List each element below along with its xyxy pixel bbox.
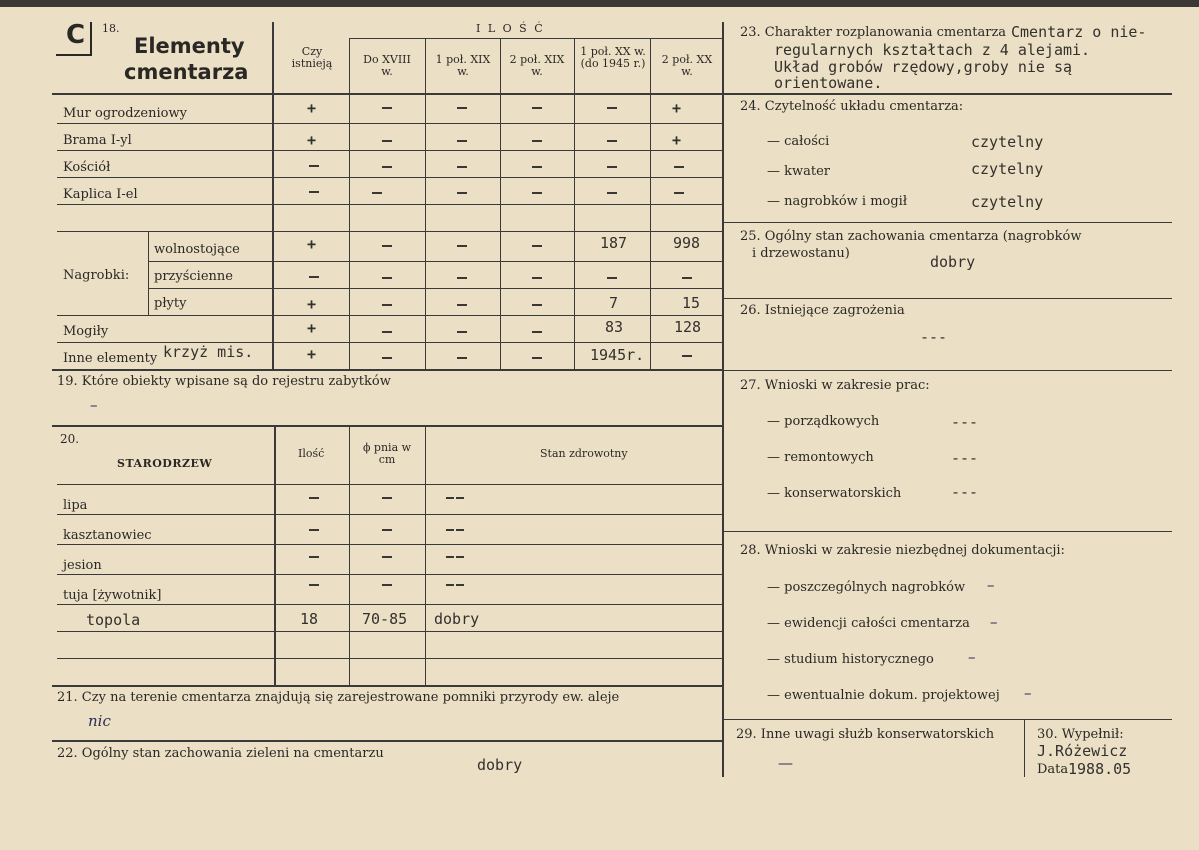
period-mark: + — [672, 131, 682, 149]
rule — [57, 150, 722, 151]
col-header: Do XVIII w. — [363, 53, 411, 78]
q19-label: 19. Które obiekty wpisane są do rejestru zabytków — [57, 374, 391, 389]
dash-mark — [309, 276, 319, 278]
q21-answer: nic — [88, 712, 111, 730]
tree-name-typed: topola — [86, 611, 141, 629]
rule — [349, 425, 350, 685]
rule — [724, 222, 1172, 223]
tree-diam-typed: 70-85 — [362, 610, 408, 628]
value-typed: 998 — [673, 234, 701, 252]
rule — [349, 38, 722, 39]
q20-col-stan: Stan zdrowotny — [540, 447, 628, 460]
rule — [724, 531, 1172, 532]
rule — [148, 231, 149, 315]
value-typed: 1945r. — [590, 346, 645, 364]
q23-typed: Cmentarz o nie- — [1011, 23, 1147, 41]
q28-item-label: — poszczególnych nagrobków — [767, 580, 966, 595]
row-label: przyścienne — [154, 269, 233, 284]
q24-item-label: — całości — [767, 134, 830, 149]
q20-title: STARODRZEW — [117, 457, 213, 470]
rule — [52, 425, 722, 427]
q27-item-label: — remontowych — [767, 450, 874, 465]
q23-typed: orientowane. — [774, 74, 883, 92]
q23-typed: regularnych kształtach z 4 alejami. — [774, 41, 1091, 59]
q30-label: 30. Wypełnił: — [1037, 727, 1124, 742]
section-title-line2: cmentarza — [124, 60, 249, 84]
section-title-line1: Elementy — [134, 34, 245, 58]
q22-label: 22. Ogólny stan zachowania zieleni na cmentarzu — [57, 746, 384, 761]
tree-name: kasztanowiec — [63, 528, 152, 543]
q29-label: 29. Inne uwagi służb konserwatorskich — [736, 727, 995, 742]
tree-name: jesion — [63, 558, 102, 573]
q20-col-pnia: ϕ pnia w cm — [362, 441, 412, 466]
q28-item-label: — studium historycznego — [767, 652, 934, 667]
period-mark: + — [672, 99, 682, 117]
q28-item-value: – — [968, 648, 976, 666]
exist-mark: + — [307, 345, 317, 363]
q30-data-label: Data — [1037, 762, 1069, 777]
rule — [57, 484, 722, 485]
q30-date: 1988.05 — [1068, 760, 1132, 778]
q20-number: 20. — [60, 432, 80, 446]
q22-answer: dobry — [477, 756, 523, 774]
rule — [57, 658, 722, 659]
section-number: 18. — [102, 22, 120, 35]
rule — [52, 685, 722, 687]
q29-answer: — — [778, 754, 793, 772]
q28-item-value: – — [987, 576, 995, 594]
tree-name: tuja [żywotnik] — [63, 588, 162, 603]
rule — [52, 369, 722, 371]
section-letter: C — [66, 20, 86, 50]
rule — [425, 425, 426, 685]
q27-label: 27. Wnioski w zakresie prac: — [740, 378, 930, 393]
tree-name: lipa — [63, 498, 88, 513]
rule — [724, 719, 1172, 720]
exist-mark: + — [307, 99, 317, 117]
exist-mark: + — [307, 295, 317, 313]
scan-top-edge — [0, 0, 1199, 7]
q24-item-value: czytelny — [971, 133, 1044, 151]
q28-item-label: — ewentualnie dokum. projektowej — [767, 688, 1000, 703]
q28-label: 28. Wnioski w zakresie niezbędnej dokumentacji: — [740, 543, 1065, 558]
q28-item-value: – — [1024, 684, 1032, 702]
rule — [1024, 719, 1025, 777]
rule — [272, 22, 274, 369]
rule — [724, 370, 1172, 371]
rule — [57, 315, 722, 316]
rule — [52, 740, 722, 742]
q24-item-label: — nagrobków i mogił — [767, 194, 908, 209]
rule — [57, 231, 722, 232]
q25-answer: dobry — [930, 253, 976, 271]
rule — [57, 342, 722, 343]
row-label: Kaplica I-el — [63, 187, 138, 202]
q27-item-label: — porządkowych — [767, 414, 880, 429]
q27-item-value: --- — [951, 413, 979, 431]
nagrobki-label: Nagrobki: — [63, 268, 130, 283]
rule — [148, 261, 722, 262]
rule — [57, 204, 722, 205]
q24-item-value: czytelny — [971, 160, 1044, 178]
rule — [724, 298, 1172, 299]
rule — [57, 631, 722, 632]
rule — [57, 123, 722, 124]
ilosc-header: I L O Ś Ć — [476, 22, 545, 35]
tree-state-typed: dobry — [434, 610, 480, 628]
rule — [52, 93, 722, 95]
col-header: 1 poł. XX w. (do 1945 r.) — [580, 45, 646, 70]
col-header: 2 poł. XIX w. — [509, 53, 565, 78]
q23-label: 23. Charakter rozplanowania cmentarza — [740, 25, 1007, 40]
row-extra-typed: krzyż mis. — [163, 343, 254, 361]
rule — [722, 22, 724, 777]
row-label: Kościół — [63, 160, 111, 175]
q23-typed: Układ grobów rzędowy,groby nie są — [774, 58, 1073, 76]
exist-mark: + — [307, 319, 317, 337]
q27-item-value: --- — [951, 483, 979, 501]
exist-mark: + — [307, 235, 317, 253]
rule — [724, 93, 1172, 95]
value-typed: 83 — [605, 318, 624, 336]
value-typed: 7 — [609, 294, 619, 312]
rule — [148, 288, 722, 289]
rule — [57, 544, 722, 545]
q26-label: 26. Istniejące zagrożenia — [740, 303, 905, 318]
value-typed: 15 — [682, 294, 701, 312]
col-header: 1 poł. XIX w. — [435, 53, 491, 78]
rule — [57, 604, 722, 605]
col-exist-header: Czy istnieją — [291, 45, 333, 70]
q27-item-value: --- — [951, 449, 979, 467]
row-label: wolnostojące — [154, 242, 240, 257]
rule — [57, 574, 722, 575]
q20-col-ilosc: Ilość — [298, 447, 325, 460]
q21-label: 21. Czy na terenie cmentarza znajdują się zarejestrowane pomniki przyrody ew. aleje — [57, 690, 620, 705]
row-label: Mur ogrodzeniowy — [63, 106, 187, 121]
col-header: 2 poł. XX w. — [661, 53, 713, 78]
q27-item-label: — konserwatorskich — [767, 486, 902, 501]
q25-label: 25. Ogólny stan zachowania cmentarza (nagrobków — [740, 229, 1082, 244]
dash-mark — [309, 191, 319, 193]
q24-label: 24. Czytelność układu cmentarza: — [740, 99, 964, 114]
rule — [57, 514, 722, 515]
value-typed: 128 — [674, 318, 702, 336]
q24-item-value: czytelny — [971, 193, 1044, 211]
row-label: płyty — [154, 296, 187, 311]
q19-answer: – — [90, 396, 98, 414]
value-typed: 187 — [600, 234, 628, 252]
q30-name: J.Różewicz — [1037, 742, 1128, 760]
row-label: Mogiły — [63, 324, 109, 339]
rule — [57, 177, 722, 178]
row-label: Inne elementy — [63, 351, 158, 366]
q28-item-label: — ewidencji całości cmentarza — [767, 616, 970, 631]
rule — [274, 425, 276, 685]
exist-mark: + — [307, 131, 317, 149]
q25-label: i drzewostanu) — [752, 246, 850, 261]
q26-answer: --- — [920, 328, 948, 346]
q28-item-value: – — [990, 613, 998, 631]
q24-item-label: — kwater — [767, 164, 831, 179]
row-label: Brama I-yl — [63, 133, 132, 148]
dash-mark — [309, 165, 319, 167]
tree-qty-typed: 18 — [300, 610, 319, 628]
